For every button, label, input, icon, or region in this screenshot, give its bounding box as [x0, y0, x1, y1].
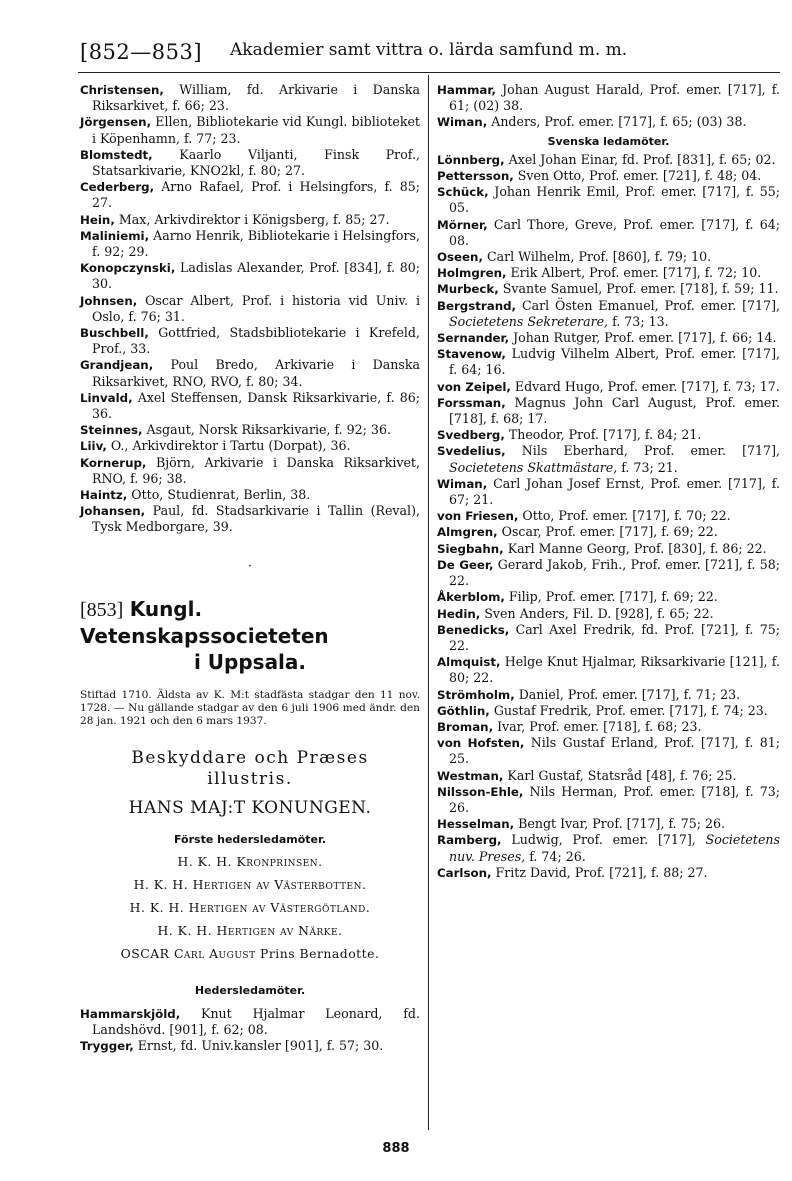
royal-prefix: OSCAR: [120, 946, 170, 962]
patron-heading: Beskyddare och Præses: [131, 747, 369, 768]
member-entry: [80, 260, 420, 292]
member-name: Hammar,: [437, 83, 496, 97]
member-entry: [437, 249, 780, 265]
member-entry: [80, 1038, 420, 1054]
member-name: Sernander,: [437, 331, 510, 346]
member-name: Wiman,: [437, 476, 488, 491]
left-column: [80, 82, 420, 1054]
member-entry: [437, 152, 780, 168]
member-details: Anders, Prof. emer. [717], f. 65; (03) 38.: [491, 114, 747, 130]
member-name: von Friesen,: [437, 509, 519, 524]
member-details: Ellen, Bibliotekarie vid Kungl. biblioteket i Köpenhamn, f. 77; 23.: [92, 114, 420, 146]
member-entry: [437, 184, 780, 216]
column-divider: [428, 75, 429, 1130]
royal-title: Kronprinsen.: [236, 854, 323, 870]
member-entry: [80, 487, 420, 503]
member-details: Asgaut, Norsk Riksarkivarie, f. 92; 36.: [146, 422, 391, 438]
society-name-line2: i Uppsala.: [193, 649, 307, 674]
member-entry: [80, 438, 420, 454]
member-details: Johan Rutger, Prof. emer. [717], f. 66; 14.: [513, 330, 777, 346]
member-details: Magnus John Carl August, Prof. emer. [718], f. 68; 17.: [449, 394, 780, 427]
member-entry: [437, 654, 780, 686]
society-heading: [80, 596, 420, 675]
member-entry: [437, 703, 780, 719]
swedish-members-heading: Svenska ledamöter.: [547, 134, 670, 148]
member-details: Knut Hjalmar Leonard, fd. Landshövd. [901], f. 62; 08.: [92, 1005, 420, 1037]
member-entry: [80, 293, 420, 325]
member-details: Björn, Arkivarie i Danska Riksarkivet, RNO, f. 96; 38.: [92, 454, 420, 486]
member-name: Westman,: [437, 768, 504, 783]
member-name: Wiman,: [437, 115, 488, 130]
member-details: Gerard Jakob, Frih., Prof. emer. [721], f. 58; 22.: [449, 556, 780, 589]
page-title: Akademier samt vittra o. lärda samfund m. m.: [230, 40, 628, 60]
member-details: Oscar Albert, Prof. i historia vid Univ. i Oslo, f. 76; 31.: [92, 292, 420, 324]
member-name: Bergstrand,: [437, 298, 517, 313]
patron-heading-line2: illustris.: [207, 768, 293, 789]
member-name: Haintz,: [80, 488, 128, 503]
member-entry: [437, 865, 780, 881]
royal-member: [80, 873, 420, 896]
society-founded-note: Stiftad 1710. Äldsta av K. M:t stadfästa stadgar den 11 nov. 1728. — Nu gällande stadgar av den 6 juli 1906 med ändr. den 28 jan. 1921 och den 6 mars 1937.: [80, 688, 420, 727]
right-column: [437, 82, 780, 881]
member-details: Johan Henrik Emil, Prof. emer. [717], f. 55; 05.: [449, 184, 780, 216]
member-details: Paul, fd. Stadsarkivarie i Tallin (Reval), Tysk Medborgare, 39.: [92, 503, 420, 535]
member-details: Ladislas Alexander, Prof. [834], f. 80; 30.: [92, 260, 420, 292]
member-name: Carlson,: [437, 865, 492, 880]
member-entry: [437, 346, 780, 378]
member-name: Forssman,: [437, 395, 506, 410]
member-details: Carl Thore, Greve, Prof. emer. [717], f. 64; 08.: [449, 216, 780, 248]
member-details: Otto, Prof. emer. [717], f. 70; 22.: [522, 508, 731, 524]
member-entry: [437, 832, 780, 864]
member-entry: [80, 503, 420, 535]
member-details: William, fd. Arkivarie i Danska Riksarkivet, f. 66; 23.: [92, 82, 420, 114]
royal-prefix: H. K. H.: [129, 900, 185, 916]
patron-king: HANS MAJ:T KONUNGEN.: [128, 797, 372, 818]
member-name: Cederberg,: [80, 180, 155, 195]
member-name: Linvald,: [80, 390, 133, 405]
royal-title: Carl August: [173, 946, 256, 962]
member-entry: [80, 179, 420, 211]
member-name: Buschbell,: [80, 326, 149, 341]
royal-member: [80, 896, 420, 919]
member-name: Trygger,: [80, 1038, 134, 1053]
royal-title: Hertigen av Västergötland.: [188, 900, 371, 916]
member-name: Stavenow,: [437, 347, 506, 362]
member-name: Nilsson-Ehle,: [437, 784, 524, 799]
member-name: Siegbahn,: [437, 541, 504, 556]
honorary-heading: Hedersledamöter.: [194, 984, 306, 998]
member-entry: [437, 735, 780, 767]
society-number: [853]: [80, 598, 124, 621]
royal-prefix: H. K. H.: [157, 923, 213, 939]
header-rule: [78, 72, 780, 73]
member-name: Konopczynski,: [80, 261, 176, 276]
member-name: Lönnberg,: [437, 152, 505, 167]
royal-member: [80, 942, 420, 965]
member-entry: [437, 606, 780, 622]
member-entry: [80, 422, 420, 438]
member-details: Ludvig Vilhelm Albert, Prof. emer. [717], f. 64; 16.: [449, 346, 780, 378]
member-details: Karl Manne Georg, Prof. [830], f. 86; 22.: [507, 540, 767, 556]
member-name: Hesselman,: [437, 817, 515, 832]
member-entry: [80, 390, 420, 422]
society-name: Kungl. Vetenskapssocieteten: [80, 596, 329, 648]
member-name: Strömholm,: [437, 687, 515, 702]
member-name: Broman,: [437, 719, 494, 734]
royal-title: Hertigen av Västerbotten.: [192, 877, 367, 893]
member-details: Otto, Studienrat, Berlin, 38.: [131, 487, 311, 503]
member-details: Kaarlo Viljanti, Finsk Prof., Statsarkivarie, KNO2kl, f. 80; 27.: [92, 146, 420, 179]
member-name: Christensen,: [80, 83, 164, 97]
member-name: Åkerblom,: [437, 590, 505, 605]
member-details: Carl Johan Josef Ernst, Prof. emer. [717], f. 67; 21.: [449, 475, 780, 508]
member-entry: [80, 147, 420, 179]
member-entry: [437, 719, 780, 735]
member-details: Carl Axel Fredrik, fd. Prof. [721], f. 75; 22.: [449, 621, 780, 653]
member-name: Murbeck,: [437, 282, 499, 297]
royal-prefix: H. K. H.: [177, 854, 232, 870]
member-name: Svedelius,: [437, 444, 506, 459]
royal-member: [80, 919, 420, 942]
honorary-members-continued: [437, 82, 780, 131]
member-name: Johnsen,: [80, 293, 138, 308]
member-entry: [437, 114, 780, 130]
member-entry: [437, 557, 780, 589]
first-honorary-heading: Förste hedersledamöter.: [173, 833, 327, 847]
member-details: Svante Samuel, Prof. emer. [718], f. 59; 11.: [502, 281, 779, 297]
member-name: Hedin,: [437, 606, 481, 621]
member-details: Poul Bredo, Arkivarie i Danska Riksarkivet, RNO, RVO, f. 80; 34.: [92, 357, 420, 389]
member-name: Johansen,: [80, 504, 146, 519]
member-details: Helge Knut Hjalmar, Riksarkivarie [121], f. 80; 22.: [449, 654, 780, 686]
member-details: Sven Otto, Prof. emer. [721], f. 48; 04.: [517, 168, 762, 184]
member-entry: [437, 589, 780, 605]
member-details: Nils Gustaf Erland, Prof. [717], f. 81; 25.: [449, 735, 780, 767]
member-entry: [437, 330, 780, 346]
member-office: Societetens Skattmästare,: [449, 459, 618, 475]
member-details: Sven Anders, Fil. D. [928], f. 65; 22.: [484, 605, 714, 621]
member-details: Filip, Prof. emer. [717], f. 69; 22.: [508, 589, 718, 605]
royal-members-list: [80, 850, 420, 965]
member-entry: [437, 168, 780, 184]
member-entry: [437, 622, 780, 654]
member-name: Steinnes,: [80, 423, 143, 438]
member-name: Grandjean,: [80, 358, 154, 373]
member-entry: [80, 212, 420, 228]
member-name: Hein,: [80, 212, 115, 227]
member-name: Hammarskjöld,: [80, 1006, 181, 1021]
member-name: Kornerup,: [80, 455, 147, 470]
member-name: Maliniemi,: [80, 228, 150, 243]
member-entry: [80, 114, 420, 146]
section-separator: ·: [248, 558, 252, 573]
member-details: Fritz David, Prof. [721], f. 88; 27.: [495, 864, 708, 880]
member-entry: [80, 357, 420, 389]
member-entry: [437, 524, 780, 540]
member-dates: f. 74; 26.: [529, 848, 586, 864]
member-entry: [437, 443, 780, 475]
member-name: De Geer,: [437, 557, 494, 572]
member-details: Erik Albert, Prof. emer. [717], f. 72; 10.: [510, 265, 762, 281]
member-details: Bengt Ivar, Prof. [717], f. 75; 26.: [518, 816, 725, 832]
member-entry: [80, 228, 420, 260]
member-name: Göthlin,: [437, 703, 490, 718]
member-office: Societetens nuv. Preses,: [449, 832, 780, 864]
member-details: Edvard Hugo, Prof. emer. [717], f. 73; 17.: [514, 378, 780, 394]
member-entry: [437, 687, 780, 703]
member-entry: [437, 476, 780, 508]
member-details: Axel Steffensen, Dansk Riksarkivarie, f. 86; 36.: [92, 389, 420, 422]
member-entry: [437, 816, 780, 832]
member-name: Pettersson,: [437, 169, 514, 184]
member-details: Karl Gustaf, Statsråd [48], f. 76; 25.: [507, 767, 737, 783]
member-details: Arno Rafael, Prof. i Helsingfors, f. 85; 27.: [92, 179, 420, 211]
member-dates: f. 73; 21.: [621, 459, 678, 475]
honorary-members-list: [80, 1006, 420, 1055]
member-entry: [437, 768, 780, 784]
member-details: Axel Johan Einar, fd. Prof. [831], f. 65; 02.: [508, 151, 776, 167]
member-name: Oseen,: [437, 250, 483, 265]
member-details: Max, Arkivdirektor i Königsberg, f. 85; 27.: [118, 211, 390, 227]
member-name: Jörgensen,: [80, 115, 152, 130]
member-entry: [437, 265, 780, 281]
page-number: 888: [382, 1141, 410, 1156]
member-office: Societetens Sekreterare,: [449, 313, 609, 329]
royal-member: [80, 850, 420, 873]
member-details: Daniel, Prof. emer. [717], f. 71; 23.: [518, 686, 741, 702]
member-details: Ernst, fd. Univ.kansler [901], f. 57; 30.: [137, 1037, 384, 1053]
foreign-members-list: [80, 82, 420, 536]
member-details: O., Arkivdirektor i Tartu (Dorpat), 36.: [110, 438, 351, 454]
member-details: Aarno Henrik, Bibliotekarie i Helsingfors, f. 92; 29.: [92, 227, 420, 260]
member-details: Gottfried, Stadsbibliotekarie i Krefeld, Prof., 33.: [92, 325, 420, 357]
member-name: Mörner,: [437, 217, 488, 232]
member-entry: [80, 82, 420, 114]
member-entry: [437, 82, 780, 114]
member-entry: [437, 784, 780, 816]
member-details: Johan August Harald, Prof. emer. [717], f. 61; (02) 38.: [449, 82, 780, 114]
member-details: Oscar, Prof. emer. [717], f. 69; 22.: [501, 524, 718, 540]
member-entry: [437, 395, 780, 427]
royal-suffix: Prins Bernadotte.: [260, 946, 380, 962]
member-entry: [437, 508, 780, 524]
member-name: Liiv,: [80, 439, 107, 454]
member-name: Blomstedt,: [80, 147, 153, 162]
member-name: von Zeipel,: [437, 379, 511, 394]
member-details: Carl Östen Emanuel, Prof. emer. [717],: [521, 297, 780, 313]
member-name: Ramberg,: [437, 833, 502, 848]
member-name: Svedberg,: [437, 428, 505, 443]
member-details: Ludwig, Prof. emer. [717],: [511, 832, 696, 848]
member-entry: [437, 427, 780, 443]
member-name: Almgren,: [437, 525, 498, 540]
member-name: Benedicks,: [437, 622, 510, 637]
member-name: Holmgren,: [437, 266, 507, 281]
member-details: Carl Wilhelm, Prof. [860], f. 79; 10.: [486, 249, 712, 265]
member-details: Ivar, Prof. emer. [718], f. 68; 23.: [497, 718, 702, 734]
member-details: Gustaf Fredrik, Prof. emer. [717], f. 74; 23.: [493, 702, 768, 718]
member-details: Nils Eberhard, Prof. emer. [717],: [521, 443, 780, 459]
member-entry: [437, 298, 780, 330]
member-details: Theodor, Prof. [717], f. 84; 21.: [508, 427, 702, 443]
member-entry: [437, 379, 780, 395]
member-entry: [80, 1006, 420, 1038]
member-entry: [80, 455, 420, 487]
member-dates: f. 73; 13.: [612, 313, 669, 329]
member-name: Almquist,: [437, 655, 501, 670]
swedish-members-list: [437, 152, 780, 881]
royal-title: Hertigen av Närke.: [216, 923, 343, 939]
member-name: von Hofsten,: [437, 736, 525, 751]
page-range: [852—853]: [80, 40, 203, 64]
member-details: Nils Herman, Prof. emer. [718], f. 73; 26.: [449, 783, 780, 815]
member-name: Schück,: [437, 185, 489, 200]
page-header: [80, 40, 780, 70]
member-entry: [437, 541, 780, 557]
member-entry: [437, 281, 780, 297]
member-entry: [437, 217, 780, 249]
member-entry: [80, 325, 420, 357]
royal-prefix: H. K. H.: [133, 877, 189, 893]
